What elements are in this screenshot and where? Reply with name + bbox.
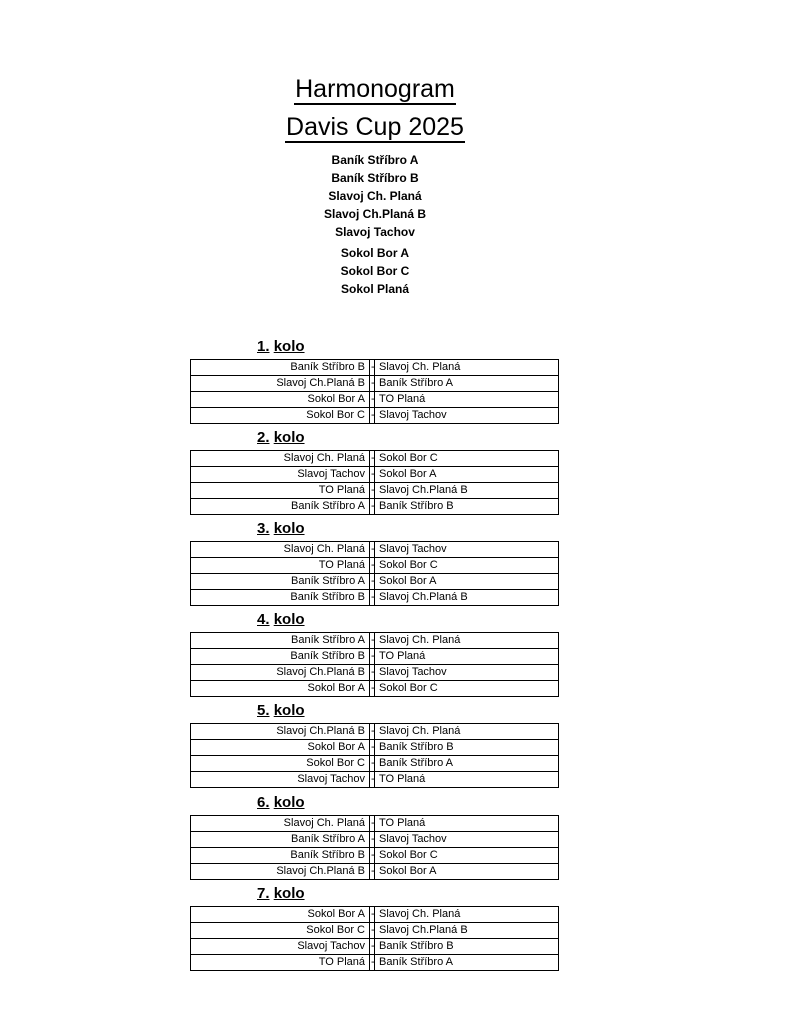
match-table <box>190 359 559 424</box>
round-number: 2. <box>257 429 270 446</box>
round-number: 4. <box>257 611 270 628</box>
home-team-cell: TO Planá <box>191 558 370 574</box>
separator-cell: - <box>370 376 375 392</box>
team-name: Slavoj Ch.Planá B <box>323 207 427 221</box>
home-team-cell: Sokol Bor C <box>191 756 370 772</box>
round-label: kolo <box>273 702 305 719</box>
match-row <box>191 939 559 955</box>
document-title <box>0 74 750 104</box>
match-row <box>191 408 559 424</box>
team-name: Baník Stříbro A <box>331 153 419 167</box>
match-row <box>191 665 559 681</box>
separator-cell: - <box>370 740 375 756</box>
team-name: Sokol Planá <box>340 282 410 296</box>
round-label: kolo <box>273 611 305 628</box>
round-label: kolo <box>273 885 305 902</box>
separator-cell: - <box>370 665 375 681</box>
away-team-cell: Sokol Bor A <box>375 574 559 590</box>
match-row <box>191 451 559 467</box>
team-name: Sokol Bor C <box>340 264 410 278</box>
away-team-cell: TO Planá <box>375 392 559 408</box>
home-team-cell: Slavoj Ch.Planá B <box>191 665 370 681</box>
away-team-cell: Sokol Bor A <box>375 467 559 483</box>
round-heading <box>257 793 305 813</box>
home-team-cell: Baník Stříbro B <box>191 590 370 606</box>
round-heading <box>257 610 305 630</box>
match-row <box>191 574 559 590</box>
away-team-cell: Slavoj Ch.Planá B <box>375 923 559 939</box>
separator-cell: - <box>370 832 375 848</box>
round-block <box>190 611 559 697</box>
home-team-cell: Slavoj Ch.Planá B <box>191 376 370 392</box>
separator-cell: - <box>370 542 375 558</box>
round-heading <box>257 428 305 448</box>
away-team-cell: Slavoj Ch. Planá <box>375 633 559 649</box>
separator-cell: - <box>370 772 375 788</box>
separator-cell: - <box>370 483 375 499</box>
separator-cell: - <box>370 756 375 772</box>
round-number: 5. <box>257 702 270 719</box>
separator-cell: - <box>370 499 375 515</box>
separator-cell: - <box>370 590 375 606</box>
home-team-cell: Slavoj Ch. Planá <box>191 451 370 467</box>
home-team-cell: Baník Stříbro A <box>191 633 370 649</box>
home-team-cell: Slavoj Tachov <box>191 939 370 955</box>
title-line-2: Davis Cup 2025 <box>286 113 464 141</box>
title-line-1: Harmonogram <box>295 75 455 103</box>
match-row <box>191 740 559 756</box>
separator-cell: - <box>370 408 375 424</box>
round-number: 1. <box>257 338 270 355</box>
round-heading <box>257 337 305 357</box>
round-number: 6. <box>257 794 270 811</box>
away-team-cell: Slavoj Tachov <box>375 665 559 681</box>
round-heading <box>257 701 305 721</box>
round-block <box>190 520 559 606</box>
match-row <box>191 772 559 788</box>
match-row <box>191 864 559 880</box>
team-name: Slavoj Tachov <box>335 225 415 239</box>
match-table <box>190 723 559 788</box>
match-table <box>190 815 559 880</box>
separator-cell: - <box>370 633 375 649</box>
away-team-cell: Sokol Bor C <box>375 848 559 864</box>
match-table <box>190 541 559 606</box>
match-row <box>191 542 559 558</box>
match-row <box>191 360 559 376</box>
match-row <box>191 724 559 740</box>
separator-cell: - <box>370 649 375 665</box>
home-team-cell: Baník Stříbro B <box>191 848 370 864</box>
home-team-cell: Baník Stříbro A <box>191 832 370 848</box>
match-row <box>191 907 559 923</box>
team-name: Baník Stříbro B <box>331 171 419 185</box>
home-team-cell: Sokol Bor A <box>191 392 370 408</box>
round-block <box>190 885 559 971</box>
separator-cell: - <box>370 816 375 832</box>
away-team-cell: Baník Stříbro B <box>375 939 559 955</box>
away-team-cell: Slavoj Tachov <box>375 542 559 558</box>
team-list <box>0 151 750 298</box>
match-row <box>191 483 559 499</box>
round-block <box>190 429 559 515</box>
document-subtitle <box>0 112 750 142</box>
away-team-cell: Baník Stříbro A <box>375 376 559 392</box>
round-block <box>190 702 559 788</box>
separator-cell: - <box>370 848 375 864</box>
match-row <box>191 816 559 832</box>
separator-cell: - <box>370 451 375 467</box>
separator-cell: - <box>370 955 375 971</box>
home-team-cell: Slavoj Ch. Planá <box>191 542 370 558</box>
away-team-cell: Baník Stříbro B <box>375 740 559 756</box>
away-team-cell: Slavoj Tachov <box>375 408 559 424</box>
separator-cell: - <box>370 360 375 376</box>
home-team-cell: Slavoj Ch.Planá B <box>191 724 370 740</box>
separator-cell: - <box>370 724 375 740</box>
away-team-cell: Slavoj Ch.Planá B <box>375 483 559 499</box>
separator-cell: - <box>370 864 375 880</box>
home-team-cell: TO Planá <box>191 955 370 971</box>
home-team-cell: Slavoj Ch.Planá B <box>191 864 370 880</box>
home-team-cell: Sokol Bor A <box>191 681 370 697</box>
separator-cell: - <box>370 681 375 697</box>
home-team-cell: Slavoj Tachov <box>191 467 370 483</box>
match-row <box>191 558 559 574</box>
away-team-cell: Baník Stříbro A <box>375 955 559 971</box>
match-row <box>191 376 559 392</box>
home-team-cell: Sokol Bor C <box>191 408 370 424</box>
home-team-cell: Sokol Bor A <box>191 907 370 923</box>
match-row <box>191 649 559 665</box>
away-team-cell: Sokol Bor C <box>375 558 559 574</box>
home-team-cell: TO Planá <box>191 483 370 499</box>
round-label: kolo <box>273 338 305 355</box>
separator-cell: - <box>370 467 375 483</box>
home-team-cell: Sokol Bor A <box>191 740 370 756</box>
home-team-cell: Slavoj Tachov <box>191 772 370 788</box>
away-team-cell: Baník Stříbro A <box>375 756 559 772</box>
away-team-cell: Slavoj Ch.Planá B <box>375 590 559 606</box>
match-row <box>191 955 559 971</box>
separator-cell: - <box>370 907 375 923</box>
away-team-cell: TO Planá <box>375 649 559 665</box>
round-number: 7. <box>257 885 270 902</box>
match-row <box>191 467 559 483</box>
team-name: Slavoj Ch. Planá <box>328 189 422 203</box>
separator-cell: - <box>370 392 375 408</box>
away-team-cell: Sokol Bor C <box>375 451 559 467</box>
round-label: kolo <box>273 429 305 446</box>
round-label: kolo <box>273 794 305 811</box>
home-team-cell: Sokol Bor C <box>191 923 370 939</box>
away-team-cell: Baník Stříbro B <box>375 499 559 515</box>
away-team-cell: Slavoj Tachov <box>375 832 559 848</box>
round-heading <box>257 884 305 904</box>
home-team-cell: Baník Stříbro B <box>191 649 370 665</box>
away-team-cell: Slavoj Ch. Planá <box>375 724 559 740</box>
separator-cell: - <box>370 574 375 590</box>
round-label: kolo <box>273 520 305 537</box>
home-team-cell: Baník Stříbro A <box>191 574 370 590</box>
home-team-cell: Slavoj Ch. Planá <box>191 816 370 832</box>
away-team-cell: Sokol Bor A <box>375 864 559 880</box>
home-team-cell: Baník Stříbro B <box>191 360 370 376</box>
home-team-cell: Baník Stříbro A <box>191 499 370 515</box>
round-block <box>190 338 559 424</box>
match-table <box>190 450 559 515</box>
separator-cell: - <box>370 939 375 955</box>
round-heading <box>257 519 305 539</box>
away-team-cell: Sokol Bor C <box>375 681 559 697</box>
match-row <box>191 392 559 408</box>
separator-cell: - <box>370 923 375 939</box>
round-block <box>190 794 559 880</box>
match-table <box>190 632 559 697</box>
away-team-cell: TO Planá <box>375 772 559 788</box>
round-number: 3. <box>257 520 270 537</box>
team-name: Sokol Bor A <box>340 246 410 260</box>
match-row <box>191 832 559 848</box>
match-row <box>191 923 559 939</box>
away-team-cell: TO Planá <box>375 816 559 832</box>
away-team-cell: Slavoj Ch. Planá <box>375 360 559 376</box>
match-row <box>191 848 559 864</box>
separator-cell: - <box>370 558 375 574</box>
match-table <box>190 906 559 971</box>
match-row <box>191 590 559 606</box>
match-row <box>191 756 559 772</box>
match-row <box>191 499 559 515</box>
away-team-cell: Slavoj Ch. Planá <box>375 907 559 923</box>
match-row <box>191 681 559 697</box>
match-row <box>191 633 559 649</box>
